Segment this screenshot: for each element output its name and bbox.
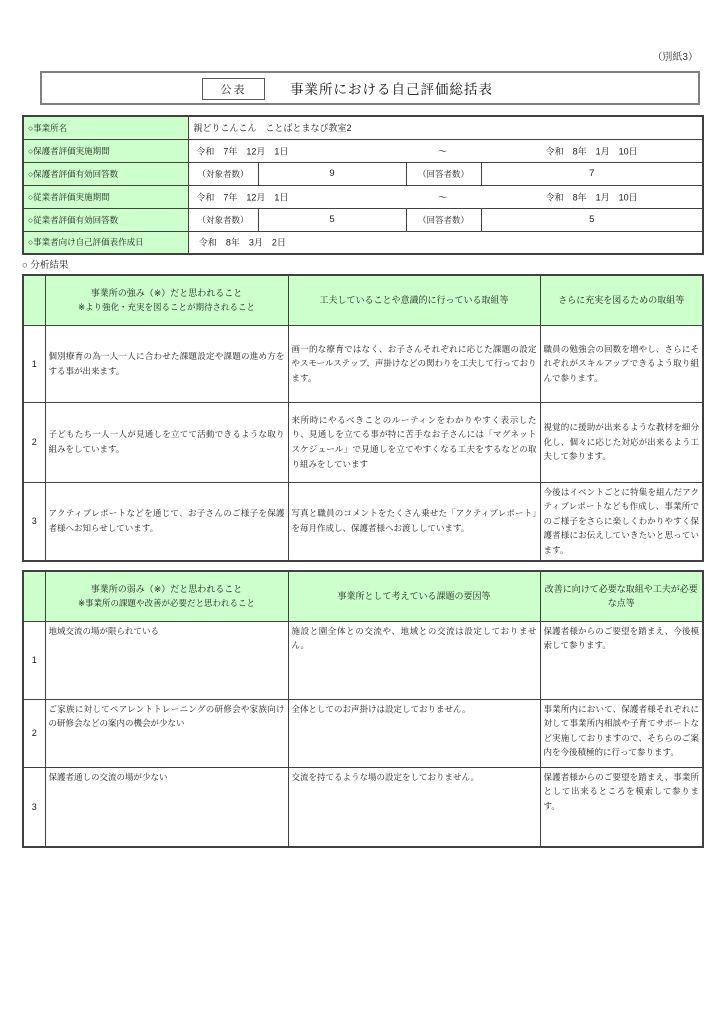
- weakness-text: ご家族に対してペアレントトレーニングの研修会や家族向けの研修会などの案内の機会が少ない: [45, 699, 288, 767]
- strengths-table: [22, 274, 704, 562]
- row-number: 2: [23, 699, 45, 767]
- weaknesses-row-1: [23, 621, 703, 699]
- strengths-header-row: [23, 275, 703, 325]
- info-row-guardian-responses: [23, 162, 703, 185]
- staff-respondent-label: （回答者数）: [406, 208, 481, 231]
- weaknesses-col1-header-line2: ※事業所の課題や改善が必要だと思われること: [77, 597, 256, 608]
- guardian-period-value: [188, 139, 703, 162]
- strengths-row-2: [23, 402, 703, 482]
- weakness-text: 保護者通しの交流の場が少ない: [45, 767, 288, 847]
- guardian-respondent-label: （回答者数）: [406, 162, 481, 185]
- guardian-period-end: 令和 8年 1月 10日: [545, 146, 638, 156]
- info-row-business-name: [23, 116, 703, 139]
- guardian-period-label: ○保護者評価実施期間: [23, 139, 188, 162]
- effort-text: 写真と職員のコメントをたくさん乗せた「アクティブレポート」を毎月作成し、保護者様へお渡ししています。: [288, 482, 540, 561]
- action-text: 保護者様からのご要望を踏まえ、事業所として出来るところを模索して参ります。: [540, 767, 703, 847]
- weaknesses-row-2: [23, 699, 703, 767]
- attachment-number-note: （別紙3）: [652, 52, 698, 63]
- action-text: 保護者様からのご要望を踏まえ、今後模索して参ります。: [540, 621, 703, 699]
- cause-text: 全体としてのお声掛けは設定しておりません。: [288, 699, 540, 767]
- staff-respondent-count: 5: [481, 208, 703, 231]
- row-number: 2: [23, 402, 45, 482]
- staff-target-label: （対象者数）: [188, 208, 258, 231]
- strengths-col1-header-line1: 事業所の強み（※）だと思われること: [90, 288, 243, 299]
- row-number-header: [23, 571, 45, 621]
- enhancement-text: 視覚的に援助が出来るような教材を細分化し、個々に応じた対応が出来るよう工夫して参ります。: [540, 402, 703, 482]
- tilde-separator: ～: [438, 192, 448, 202]
- business-name-value: 親どりこんこん ことばとまなび教室2: [188, 116, 703, 139]
- strengths-row-1: [23, 325, 703, 402]
- weaknesses-row-3: [23, 767, 703, 847]
- page-title: 事業所における自己評価総括表: [290, 82, 493, 97]
- guardian-period-start: 令和 7年 12月 1日: [196, 146, 289, 156]
- effort-text: 画一的な療育ではなく、お子さんそれぞれに応じた課題の設定やスモールステップ、声掛けなどの関わりを工夫して行っております。: [288, 325, 540, 402]
- strengths-col1-header-line2: ※より強化・充実を図ることが期待されること: [77, 301, 256, 312]
- staff-period-value: [188, 185, 703, 208]
- action-text: 事業所内において、保護者様それぞれに対して事業所内相談や子育てサポートなど実施しておりますので、そちらのご案内を今後積極的に行って参ります。: [540, 699, 703, 767]
- weaknesses-col2-header: 事業所として考えている課題の要因等: [288, 571, 540, 621]
- effort-text: 来所時にやるべきことのルーティンをわかりやすく表示したり、見通しを立てる事が特に苦手なお子さんには「マグネットスケジュール」で見通しを立てやすくなる工夫をするなどの取り組みをしています: [288, 402, 540, 482]
- business-name-label: ○事業所名: [23, 116, 188, 139]
- analysis-results-label: ○ 分析結果: [22, 260, 69, 271]
- strength-text: 個別療育の為一人一人に合わせた課題設定や課題の進め方をする事が出来ます。: [45, 325, 288, 402]
- info-row-staff-responses: [23, 208, 703, 231]
- creation-date-label: ○事業者向け自己評価表作成日: [23, 231, 188, 254]
- staff-period-label: ○従業者評価実施期間: [23, 185, 188, 208]
- staff-target-count: 5: [258, 208, 406, 231]
- creation-date: 令和 8年 3月 2日: [198, 237, 286, 248]
- strength-text: 子どもたち一人一人が見通しを立てて活動できるような取り組みをしています。: [45, 402, 288, 482]
- weaknesses-col1-header: [45, 571, 288, 621]
- creation-date-value: [188, 231, 703, 254]
- guardian-responses-label: ○保護者評価有効回答数: [23, 162, 188, 185]
- strengths-row-3: [23, 482, 703, 561]
- row-number-header: [23, 275, 45, 325]
- guardian-target-label: （対象者数）: [188, 162, 258, 185]
- row-number: 3: [23, 482, 45, 561]
- staff-period-end: 令和 8年 1月 10日: [545, 192, 638, 202]
- info-table: [22, 115, 704, 255]
- cause-text: 交流を持てるような場の設定をしておりません。: [288, 767, 540, 847]
- enhancement-text: 今後はイベントごとに特集を組んだアクティブレポートなども作成し、事業所でのご様子をさらに楽しくわかりやすく保護者様にお伝えしていきたいと思っています。: [540, 482, 703, 561]
- public-stamp-label: 公表: [220, 84, 247, 96]
- staff-responses-label: ○従業者評価有効回答数: [23, 208, 188, 231]
- row-number: 1: [23, 621, 45, 699]
- weaknesses-header-row: [23, 571, 703, 621]
- strength-text: アクティブレポートなどを通じて、お子さんのご様子を保護者様へお知らせしています。: [45, 482, 288, 561]
- strengths-col1-header: [45, 275, 288, 325]
- row-number: 1: [23, 325, 45, 402]
- staff-period-start: 令和 7年 12月 1日: [196, 192, 289, 202]
- weaknesses-table: [22, 570, 704, 848]
- strengths-col3-header: さらに充実を図るための取組等: [540, 275, 703, 325]
- enhancement-text: 職員の勉強会の回数を増やし、さらにそれぞれがスキルアップできるよう取り組んで参ります。: [540, 325, 703, 402]
- tilde-separator: ～: [438, 146, 448, 156]
- row-number: 3: [23, 767, 45, 847]
- weaknesses-col3-header: 改善に向けて必要な取組や工夫が必要な点等: [540, 571, 703, 621]
- guardian-respondent-count: 7: [481, 162, 703, 185]
- title-box: [40, 71, 700, 105]
- guardian-target-count: 9: [258, 162, 406, 185]
- strengths-col2-header: 工夫していることや意識的に行っている取組等: [288, 275, 540, 325]
- cause-text: 施設と園全体との交流や、地域との交流は設定しておりません。: [288, 621, 540, 699]
- info-row-staff-period: [23, 185, 703, 208]
- info-row-creation-date: [23, 231, 703, 254]
- public-stamp: [202, 78, 265, 100]
- info-row-guardian-period: [23, 139, 703, 162]
- weaknesses-col1-header-line1: 事業所の弱み（※）だと思われること: [90, 584, 243, 595]
- weakness-text: 地域交流の場が限られている: [45, 621, 288, 699]
